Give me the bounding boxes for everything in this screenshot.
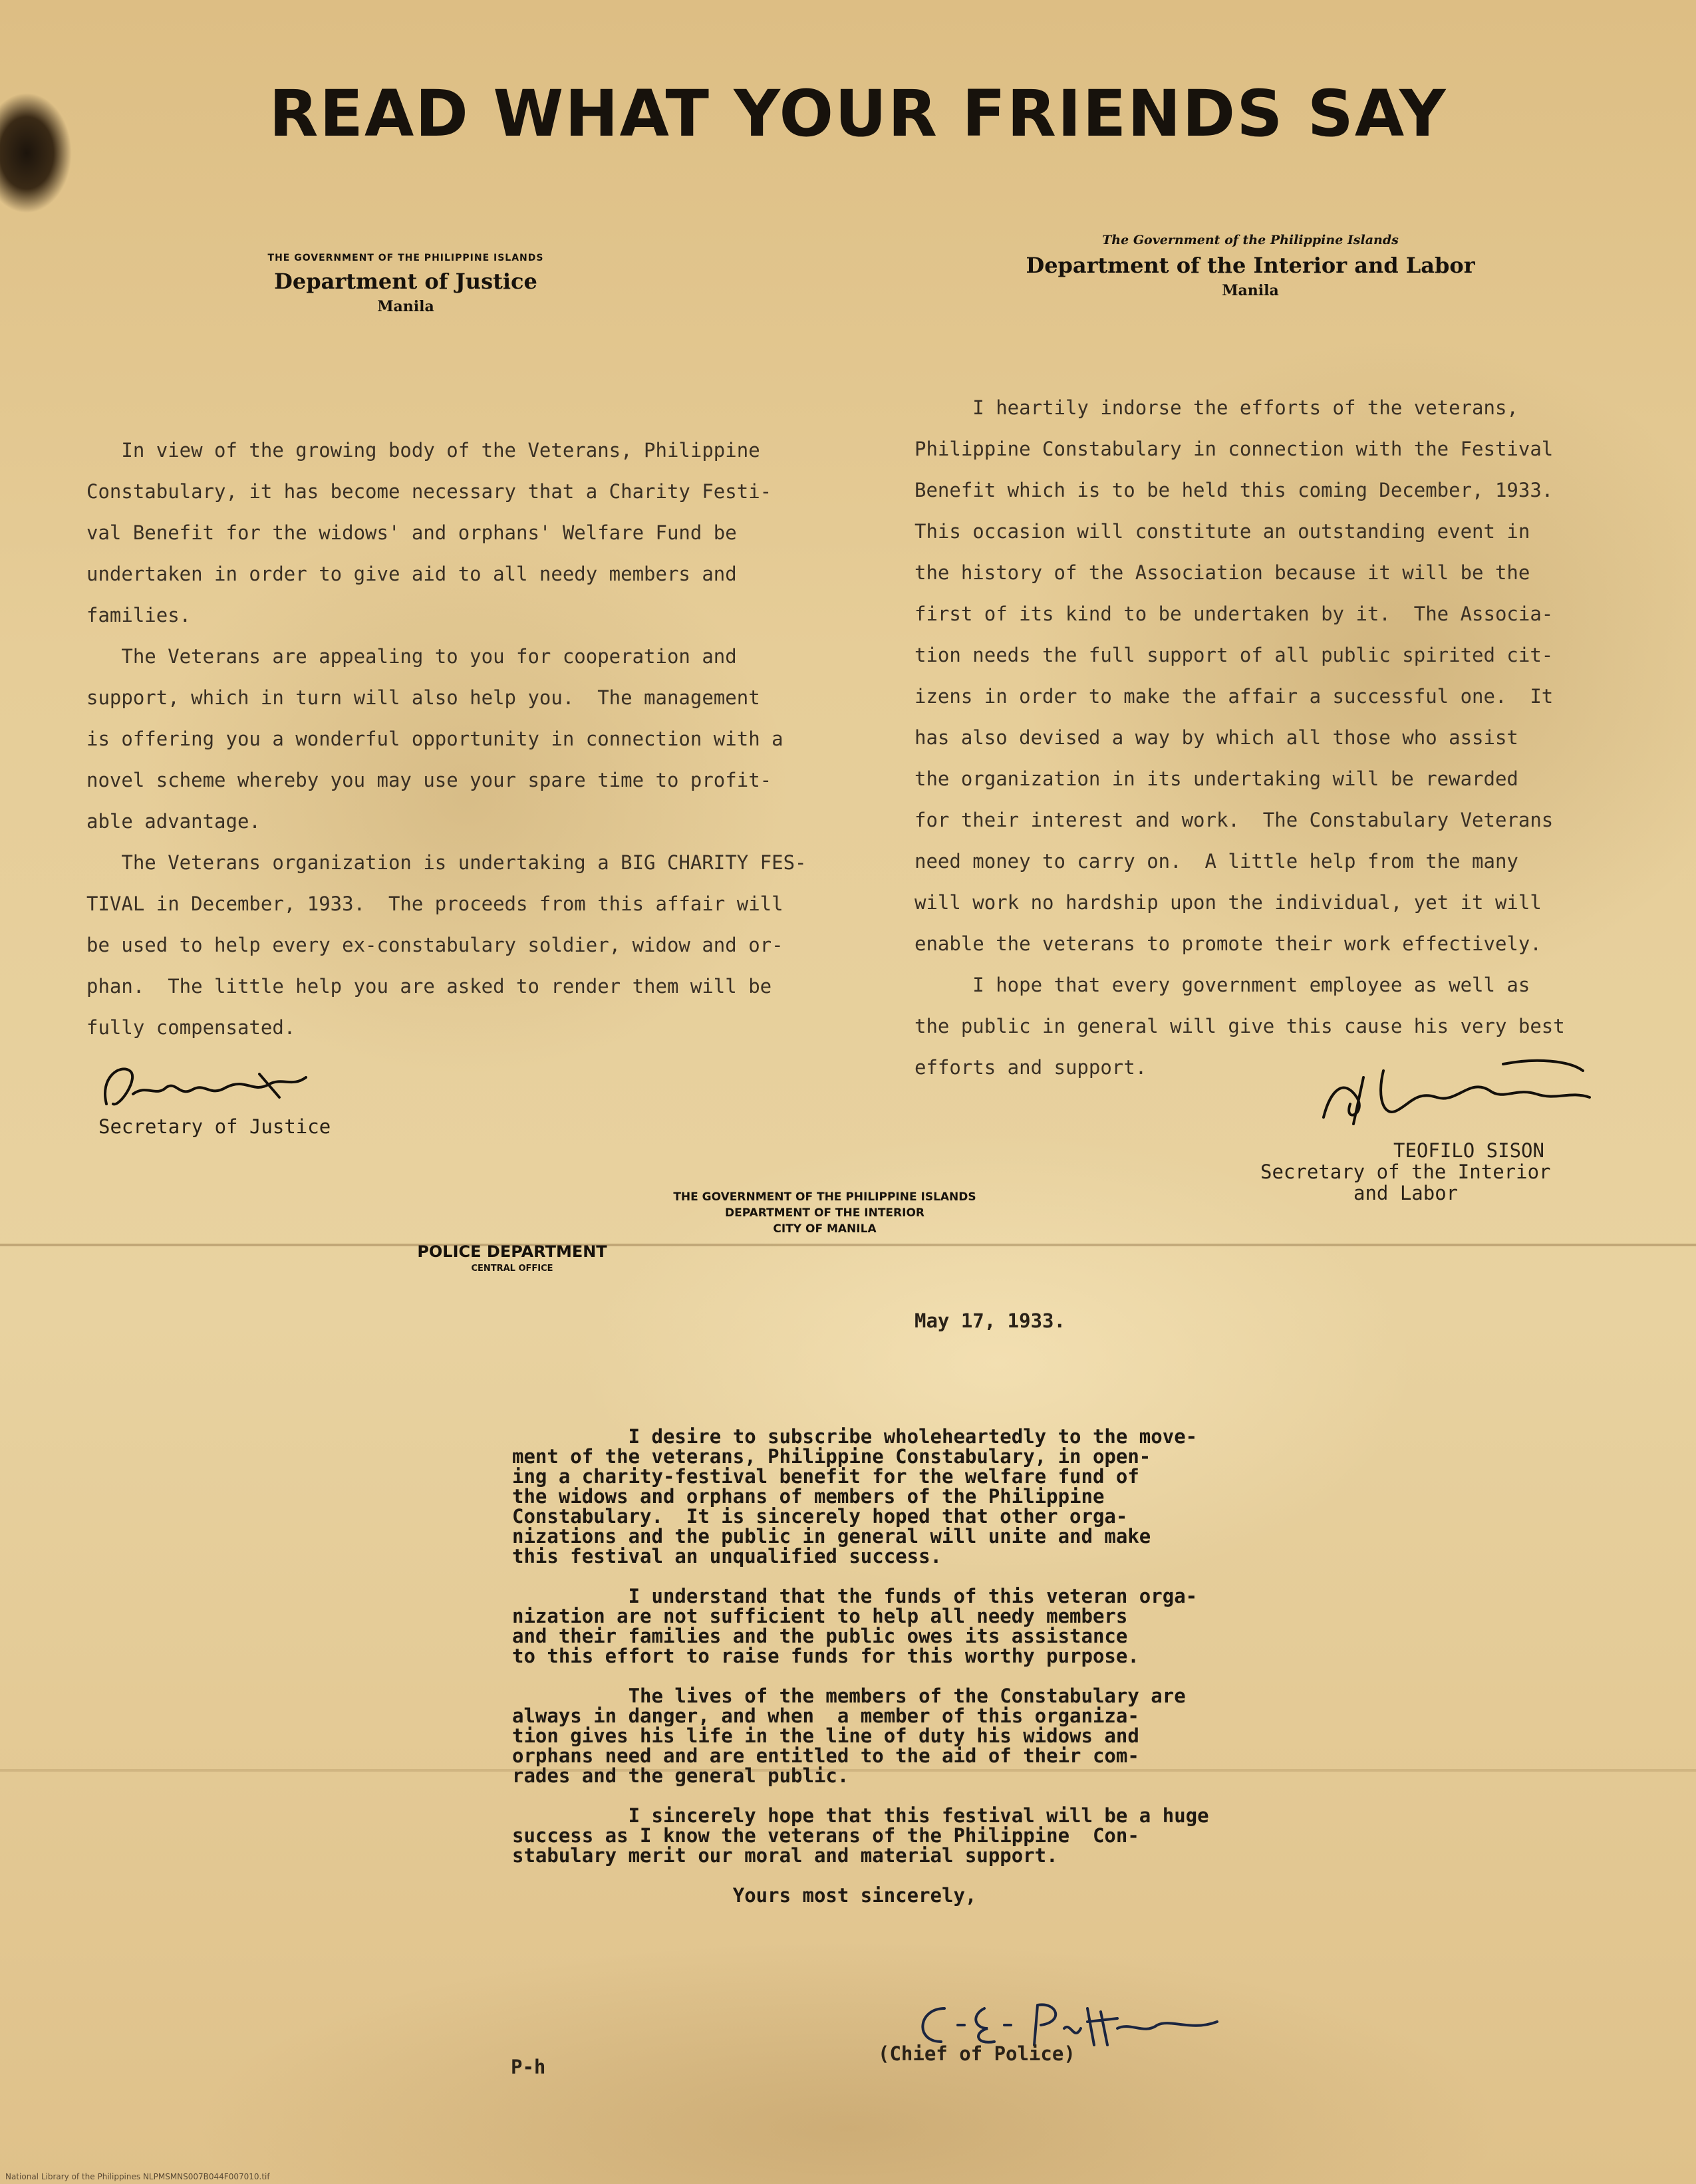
police-letter-line: I sincerely hope that this festival will be a huge bbox=[512, 1804, 1209, 1827]
police-letter-line: and their families and the public owes its assistance bbox=[512, 1625, 1128, 1647]
justice-signature bbox=[93, 1057, 346, 1117]
justice-letter-line: Constabulary, it has become necessary that a Charity Festi- bbox=[86, 480, 772, 503]
justice-letter-line: families. bbox=[86, 604, 192, 626]
justice-letter-body bbox=[86, 430, 807, 1048]
interior-signer-title-1: Secretary of the Interior bbox=[1260, 1160, 1551, 1183]
interior-letter-line: has also devised a way by which all those who assist bbox=[915, 726, 1518, 749]
police-letter-line: The lives of the members of the Constabulary are bbox=[512, 1685, 1186, 1707]
interior-signer-title-2: and Labor bbox=[1353, 1182, 1459, 1204]
archive-reference: National Library of the Philippines NLPMSMNS007B044F007010.tif bbox=[5, 2172, 270, 2181]
interior-letter-line: the organization in its undertaking will be rewarded bbox=[915, 767, 1518, 790]
interior-letter-line: I heartily indorse the efforts of the veterans, bbox=[915, 396, 1518, 419]
interior-letter-line: efforts and support. bbox=[915, 1056, 1147, 1079]
interior-letter-line: will work no hardship upon the individual, yet it will bbox=[915, 891, 1542, 914]
interior-signer-name: TEOFILO SISON bbox=[1393, 1139, 1544, 1162]
interior-letter-body bbox=[915, 387, 1565, 1088]
justice-government: THE GOVERNMENT OF THE PHILIPPINE ISLANDS bbox=[267, 253, 544, 263]
interior-letter-line: tion needs the full support of all public spirited cit- bbox=[915, 644, 1554, 666]
interior-letter-line: need money to carry on. A little help from the many bbox=[915, 850, 1518, 873]
police-letter-line bbox=[512, 1566, 1209, 1586]
justice-letter-line: The Veterans are appealing to you for cooperation and bbox=[86, 645, 737, 668]
police-letter-line: nization are not sufficient to help all needy members bbox=[512, 1605, 1128, 1627]
police-letter-body bbox=[512, 1427, 1209, 1905]
headline: READ WHAT YOUR FRIENDS SAY bbox=[269, 76, 1447, 151]
police-signer-title: (Chief of Police) bbox=[878, 2042, 1075, 2065]
police-letter-line: stabulary merit our moral and material support. bbox=[512, 1844, 1058, 1867]
police-government-block bbox=[638, 1189, 1011, 1237]
justice-letter-line: undertaken in order to give aid to all needy members and bbox=[86, 563, 737, 585]
interior-masthead bbox=[998, 233, 1503, 299]
justice-letter-line: be used to help every ex-constabulary soldier, widow and or- bbox=[86, 934, 783, 956]
police-letter-line: always in danger, and when a member of this organiza- bbox=[512, 1705, 1139, 1727]
justice-letter-line: In view of the growing body of the Veterans, Philippine bbox=[86, 439, 760, 462]
fold-crease bbox=[0, 1244, 1696, 1246]
interior-letter-line: for their interest and work. The Constabulary Veterans bbox=[915, 809, 1554, 831]
interior-letter-line: I hope that every government employee as well as bbox=[915, 974, 1530, 996]
police-letter-line: ing a charity-festival benefit for the welfare fund of bbox=[512, 1465, 1139, 1488]
interior-letter-line: enable the veterans to promote their work effectively. bbox=[915, 932, 1542, 955]
justice-letter-line: val Benefit for the widows' and orphans' Welfare Fund be bbox=[86, 521, 737, 544]
interior-letter-line: izens in order to make the affair a successful one. It bbox=[915, 685, 1554, 708]
burn-mark bbox=[0, 80, 73, 233]
interior-signature bbox=[1304, 1051, 1610, 1137]
police-letter-line: the widows and orphans of members of the Philippine bbox=[512, 1485, 1105, 1508]
police-government-3: CITY OF MANILA bbox=[773, 1222, 877, 1236]
police-letter-line: I understand that the funds of this veteran orga- bbox=[512, 1585, 1198, 1607]
police-letter-line: to this effort to raise funds for this worthy purpose. bbox=[512, 1645, 1139, 1667]
police-letter-line: rades and the general public. bbox=[512, 1764, 849, 1787]
police-department-block bbox=[372, 1242, 652, 1274]
justice-letter-line: TIVAL in December, 1933. The proceeds from this affair will bbox=[86, 892, 783, 915]
police-letter-line bbox=[512, 1666, 1209, 1686]
police-letter-line bbox=[512, 1786, 1209, 1806]
interior-letter-line: the public in general will give this cause his very best bbox=[915, 1015, 1565, 1037]
interior-letter-line: Benefit which is to be held this coming December, 1933. bbox=[915, 479, 1554, 501]
justice-masthead bbox=[226, 253, 585, 315]
interior-letter-line: Philippine Constabulary in connection with the Festival bbox=[915, 438, 1554, 460]
justice-letter-line: support, which in turn will also help you. The management bbox=[86, 686, 760, 709]
police-letter-line: tion gives his life in the line of duty his widows and bbox=[512, 1724, 1139, 1747]
police-government-2: DEPARTMENT OF THE INTERIOR bbox=[724, 1206, 925, 1220]
justice-signer-title: Secretary of Justice bbox=[98, 1115, 331, 1138]
justice-department: Department of Justice bbox=[274, 269, 537, 294]
police-letter-line: I desire to subscribe wholeheartedly to the move- bbox=[512, 1425, 1198, 1448]
police-letter-line: ment of the veterans, Philippine Constabulary, in open- bbox=[512, 1445, 1151, 1468]
justice-city: Manila bbox=[377, 298, 434, 315]
justice-letter-line: The Veterans organization is undertaking a BIG CHARITY FES- bbox=[86, 851, 807, 874]
justice-letter-line: novel scheme whereby you may use your spare time to profit- bbox=[86, 769, 772, 791]
interior-government: The Government of the Philippine Islands bbox=[1102, 233, 1399, 247]
police-office: CENTRAL OFFICE bbox=[471, 1264, 553, 1274]
interior-letter-line: first of its kind to be undertaken by it. The Associa- bbox=[915, 603, 1554, 625]
justice-letter-line: able advantage. bbox=[86, 810, 261, 833]
interior-letter-line: This occasion will constitute an outstanding event in bbox=[915, 520, 1530, 543]
interior-department: Department of the Interior and Labor bbox=[1026, 253, 1475, 278]
police-reference: P-h bbox=[511, 2056, 546, 2078]
police-department: POLICE DEPARTMENT bbox=[417, 1242, 607, 1261]
police-letter-line: this festival an unqualified success. bbox=[512, 1545, 942, 1568]
justice-letter-line: phan. The little help you are asked to render them will be bbox=[86, 975, 772, 998]
police-letter-line bbox=[512, 1865, 1209, 1885]
police-letter-line: success as I know the veterans of the Philippine Con- bbox=[512, 1824, 1139, 1847]
justice-letter-line: is offering you a wonderful opportunity in connection with a bbox=[86, 728, 783, 750]
police-government-1: THE GOVERNMENT OF THE PHILIPPINE ISLANDS bbox=[673, 1190, 976, 1204]
justice-letter-line: fully compensated. bbox=[86, 1016, 296, 1039]
police-letter-date: May 17, 1933. bbox=[915, 1309, 1065, 1332]
interior-letter-line: the history of the Association because it will be the bbox=[915, 561, 1530, 584]
police-letter-line: orphans need and are entitled to the aid of their com- bbox=[512, 1744, 1139, 1767]
police-letter-line: Constabulary. It is sincerely hoped that other orga- bbox=[512, 1505, 1128, 1528]
interior-city: Manila bbox=[1222, 282, 1279, 299]
police-letter-line: nizations and the public in general will unite and make bbox=[512, 1525, 1151, 1548]
police-letter-line: Yours most sincerely, bbox=[512, 1884, 977, 1907]
